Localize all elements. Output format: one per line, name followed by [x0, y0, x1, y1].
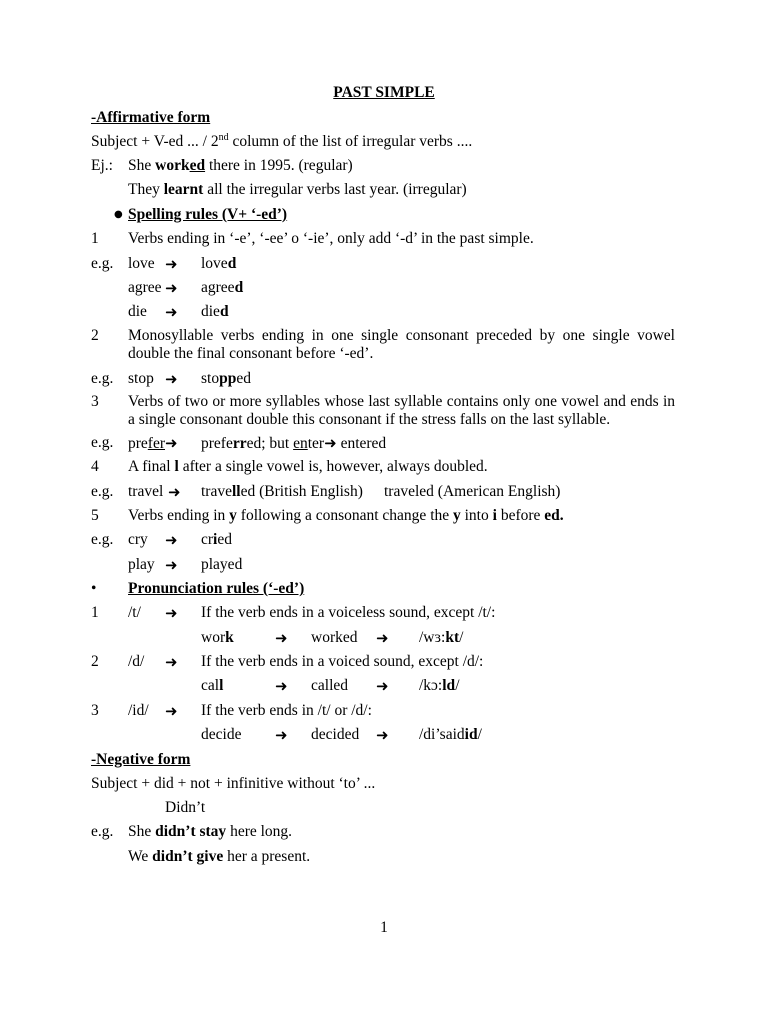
rule-letter: ed.	[544, 507, 564, 524]
ipa-part: /	[477, 726, 482, 743]
arrow-icon: ➜	[275, 677, 288, 695]
sentence-text: She	[128, 823, 156, 840]
result-stem: prefe	[201, 435, 233, 452]
example-result	[201, 370, 251, 388]
rule-text-part: A final	[128, 458, 175, 475]
bullet-icon: •	[91, 580, 97, 597]
spelling-heading: Spelling rules (V+ ‘-ed’)	[128, 206, 288, 223]
example-past: worked	[311, 629, 358, 646]
contrast-result: entered	[336, 435, 387, 452]
doubled-consonant: rr	[232, 435, 247, 452]
example-base: love	[128, 255, 155, 272]
affirmative-example-row	[0, 157, 768, 175]
affirmative-example-row	[0, 181, 768, 199]
structure-text: column of the list of irregular verbs ....	[228, 133, 473, 150]
example-past: called	[311, 677, 349, 694]
ipa-ending: ld	[442, 677, 456, 694]
affirmative-structure	[91, 133, 472, 153]
spelling-rule-2	[0, 327, 768, 363]
rule-text	[128, 458, 488, 476]
example-result	[201, 279, 243, 297]
rule-number: 4	[91, 458, 99, 475]
final-sound: l	[219, 677, 224, 694]
result-ending: ed (British English)	[240, 483, 363, 500]
example-label: e.g.	[91, 370, 114, 387]
rule-number: 2	[91, 653, 99, 670]
verb-stem: work	[155, 157, 190, 174]
ipa-part: /di’said	[419, 726, 465, 743]
example-row	[0, 531, 768, 549]
phonetic-transcription	[419, 726, 482, 744]
page-title: PAST SIMPLE	[333, 84, 435, 101]
spelling-rule-3	[0, 393, 768, 429]
ipa-part: /	[455, 677, 460, 694]
rule-text-part: before	[496, 507, 545, 524]
example-result-us: traveled (American English)	[384, 483, 561, 500]
base-stem: wor	[201, 629, 226, 646]
arrow-icon: ➜	[165, 604, 178, 622]
rule-letter: i	[492, 507, 497, 524]
arrow-icon: ➜	[165, 279, 178, 297]
ipa-part: /	[459, 629, 464, 646]
example-base: play	[128, 556, 155, 573]
result-ending: d	[234, 279, 244, 296]
phonetic-transcription	[419, 677, 460, 695]
example-sentence	[128, 823, 292, 841]
spelling-rule-5	[0, 507, 768, 525]
example-result	[201, 255, 236, 273]
example-past: decided	[311, 726, 360, 743]
rule-number: 3	[91, 702, 99, 719]
pronunciation-example-row	[0, 677, 768, 695]
rule-letter: l	[174, 458, 179, 475]
rule-text-part: into	[460, 507, 493, 524]
arrow-icon: ➜	[275, 726, 288, 744]
negative-example-row	[0, 823, 768, 841]
verb-ending: ed	[189, 157, 206, 174]
bullet-icon: ●	[114, 209, 123, 220]
rule-letter: y	[229, 507, 237, 524]
doubled-consonant: pp	[219, 370, 237, 387]
rule-text-line: Verbs of two or more syllables whose last syllable contains only one vowel and ends in	[128, 393, 675, 410]
rule-number: 1	[91, 230, 99, 247]
result-ending: ed	[217, 531, 232, 548]
example-base: cry	[128, 531, 148, 548]
rule-text	[128, 327, 675, 363]
example-base: decide	[201, 726, 242, 743]
example-row	[0, 556, 768, 574]
changed-letter: i	[213, 531, 218, 548]
example-sentence	[128, 181, 467, 199]
negative-example-row	[0, 848, 768, 866]
result-stem: love	[201, 255, 228, 272]
rule-text-line: double the final consonant before ‘-ed’.	[128, 345, 374, 362]
pronunciation-example-row	[0, 629, 768, 647]
sentence-text: her a present.	[223, 848, 311, 865]
rule-text: Verbs ending in ‘-e’, ‘-ee’ o ‘-ie’, only add ‘-d’ in the past simple.	[128, 230, 534, 247]
pronunciation-example-row	[0, 726, 768, 744]
irregular-verb: learnt	[163, 181, 204, 198]
example-row	[0, 279, 768, 297]
rule-text: If the verb ends in a voiceless sound, except /t/:	[201, 604, 496, 621]
example-base	[201, 677, 223, 695]
sentence-text: all the irregular verbs last year. (irregular)	[203, 181, 467, 198]
example-sentence	[128, 157, 353, 175]
rule-text-part: following a consonant change the	[236, 507, 453, 524]
ending-sound: /d/	[128, 653, 145, 670]
stressed-syllable: en	[293, 435, 308, 452]
result-stem: trave	[201, 483, 232, 500]
arrow-icon: ➜	[165, 556, 178, 574]
rule-text-part: Verbs ending in	[128, 507, 230, 524]
result-stem: agree	[201, 279, 235, 296]
pronunciation-heading-row	[0, 580, 768, 598]
arrow-icon: ➜	[165, 531, 178, 549]
example-base: die	[128, 303, 147, 320]
result-ending: d	[219, 303, 229, 320]
sentence-text: here long.	[226, 823, 293, 840]
pronunciation-heading: Pronunciation rules (‘-ed’)	[128, 580, 305, 597]
negative-heading: -Negative form	[91, 751, 191, 768]
example-base: travel	[128, 483, 164, 500]
rule-letter: y	[453, 507, 461, 524]
rule-number: 5	[91, 507, 99, 524]
phonetic-transcription	[419, 629, 463, 647]
base-suffix: ter	[307, 435, 325, 452]
rule-text: If the verb ends in a voiced sound, except /d/:	[201, 653, 484, 670]
result-ending: d	[227, 255, 237, 272]
rule-text	[128, 507, 564, 525]
ipa-ending: kt	[445, 629, 460, 646]
sentence-text: there in 1995. (regular)	[205, 157, 353, 174]
result-stem: sto	[201, 370, 220, 387]
sentence-text: We	[128, 848, 153, 865]
arrow-icon: ➜	[376, 629, 389, 647]
arrow-icon: ➜	[168, 483, 181, 501]
example-sentence	[128, 848, 310, 866]
negative-verb: didn’t stay	[155, 823, 227, 840]
example-base: agree	[128, 279, 162, 296]
example-result	[201, 303, 229, 321]
negative-structure: Subject + did + not + infinitive without ‘to’ ...	[91, 775, 376, 792]
result-ending: ed	[236, 370, 251, 387]
example-label: e.g.	[91, 434, 114, 451]
pronunciation-rule-1	[0, 604, 768, 622]
ordinal-suffix: nd	[218, 132, 229, 143]
spelling-heading-row	[0, 206, 768, 224]
example-base	[201, 629, 234, 647]
ipa-part: /kɔ:	[419, 677, 443, 694]
rule-number: 3	[91, 393, 99, 410]
rule-text-line: Monosyllable verbs ending in one single consonant preceded by one single vowel	[128, 327, 675, 344]
example-row	[0, 255, 768, 273]
affirmative-heading: -Affirmative form	[91, 109, 211, 126]
ipa-ending: id	[464, 726, 478, 743]
arrow-icon: ➜	[165, 653, 178, 671]
arrow-icon: ➜	[165, 255, 178, 273]
arrow-icon: ➜	[275, 629, 288, 647]
spelling-rule-4	[0, 458, 768, 476]
pronunciation-rule-2	[0, 653, 768, 671]
negative-verb: didn’t give	[152, 848, 224, 865]
example-label: e.g.	[91, 255, 114, 272]
stressed-syllable: fer	[147, 435, 165, 452]
ending-sound: /t/	[128, 604, 141, 621]
example-row	[0, 483, 768, 501]
example-row	[0, 370, 768, 388]
arrow-icon: ➜	[165, 702, 178, 720]
example-row	[0, 303, 768, 321]
example-label: e.g.	[91, 823, 114, 840]
pronunciation-rule-3	[0, 702, 768, 720]
result-stem: cr	[201, 531, 214, 548]
title-row	[0, 84, 768, 102]
arrow-icon: ➜	[165, 370, 178, 388]
example-result-uk	[201, 483, 363, 501]
arrow-icon: ➜	[324, 434, 337, 452]
negative-contraction: Didn’t	[165, 799, 206, 816]
example-base	[128, 434, 178, 453]
arrow-icon: ➜	[376, 677, 389, 695]
page-number-row	[0, 919, 768, 937]
spelling-rule-1	[0, 230, 768, 248]
affirmative-structure-row	[0, 133, 768, 151]
example-result	[201, 434, 386, 453]
result-stem: die	[201, 303, 220, 320]
sentence-text: They	[128, 181, 164, 198]
rule-text: If the verb ends in /t/ or /d/:	[201, 702, 372, 719]
doubled-consonant: ll	[231, 483, 241, 500]
rule-number: 1	[91, 604, 99, 621]
example-result: played	[201, 556, 243, 573]
example-label: Ej.:	[91, 157, 113, 174]
example-label: e.g.	[91, 483, 114, 500]
ipa-part: /wɜ:	[419, 629, 446, 646]
rule-text-line: a single consonant double this consonant if the stress falls on the last syllable.	[128, 411, 611, 428]
example-label: e.g.	[91, 531, 114, 548]
arrow-icon: ➜	[165, 434, 178, 452]
structure-text: Subject + V-ed ... / 2	[91, 133, 219, 150]
affirmative-heading-row	[0, 109, 768, 127]
sentence-text: She	[128, 157, 156, 174]
example-base: stop	[128, 370, 154, 387]
rule-number: 2	[91, 327, 99, 344]
example-result	[201, 531, 232, 549]
arrow-icon: ➜	[165, 303, 178, 321]
base-stem: cal	[201, 677, 220, 694]
result-ending: ed; but	[246, 435, 294, 452]
example-row	[0, 434, 768, 452]
final-sound: k	[225, 629, 234, 646]
negative-contraction-row	[0, 799, 768, 817]
rule-text-part: after a single vowel is, however, always doubled.	[178, 458, 488, 475]
arrow-icon: ➜	[376, 726, 389, 744]
rule-text	[128, 393, 675, 429]
page-number: 1	[380, 919, 388, 936]
negative-heading-row	[0, 751, 768, 769]
base-prefix: pre	[128, 435, 148, 452]
ending-sound: /id/	[128, 702, 149, 719]
negative-structure-row	[0, 775, 768, 793]
